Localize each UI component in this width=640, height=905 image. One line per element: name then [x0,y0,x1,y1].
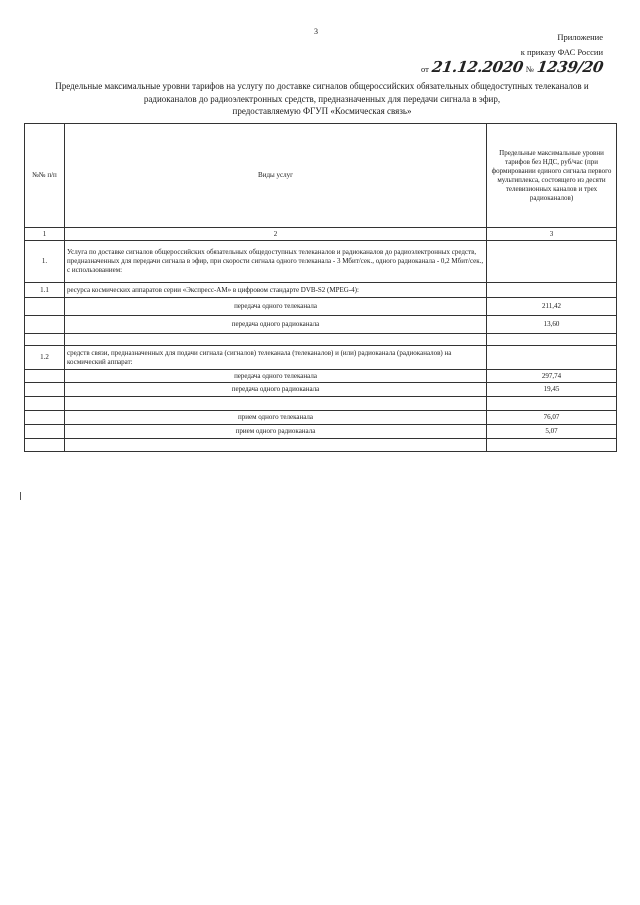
row-value [487,346,617,370]
table-row [25,383,617,397]
row-value: 297,74 [487,370,617,383]
row-number [25,411,65,425]
table-header-row [25,124,617,228]
row-service: передача одного радиоканала [65,316,487,334]
row-number [25,425,65,439]
row-service: Услуга по доставке сигналов общероссийских обязательных общедоступных телеканалов и радиоканалов до радиоэлектронных средств, предназначенных для передачи сигнала в эфир, при скорости сигнала одного телеканала - 3 Мбит/сек., одного радиоканала - 0,2 Мбит/сек., с использованием: [65,241,487,283]
column-number: 2 [65,228,487,241]
handwritten-date: 21.12.2020 [430,58,525,76]
table-row [25,425,617,439]
row-value [487,439,617,452]
row-value [487,397,617,411]
row-service: ресурса космических аппаратов серии «Экспресс-АМ» в цифровом стандарте DVB-S2 (MPEG-4): [65,283,487,298]
appendix-title: Приложение [557,32,603,42]
row-service [65,334,487,346]
row-service: прием одного радиоканала [65,425,487,439]
row-service [65,397,487,411]
header-num: №№ п/п [25,124,65,228]
row-value: 19,45 [487,383,617,397]
tariff-table [24,123,617,452]
appendix-order-line [421,60,603,77]
table-row [25,298,617,316]
title-line-2: радиоканалов до радиоэлектронных средств, предназначенных для передачи сигнала в эфир, [143,93,501,104]
row-number [25,383,65,397]
table-row [25,439,617,452]
row-service: средств связи, предназначенных для подачи сигнала (сигналов) телеканала (телеканалов) и (или) радиоканала (радиоканалов) на космический аппарат: [65,346,487,370]
row-service: передача одного телеканала [65,298,487,316]
table-row [25,370,617,383]
row-number [25,298,65,316]
row-value: 5,07 [487,425,617,439]
scan-mark [20,492,21,500]
row-value: 211,42 [487,298,617,316]
row-number: 1.2 [25,346,65,370]
row-number [25,334,65,346]
row-value: 76,07 [487,411,617,425]
table-row [25,283,617,298]
row-service: передача одного телеканала [65,370,487,383]
row-number: 1.1 [25,283,65,298]
appendix-block [421,30,603,77]
table-row [25,411,617,425]
column-number: 1 [25,228,65,241]
row-number [25,316,65,334]
table-row [25,241,617,283]
row-number [25,439,65,452]
table-row [25,334,617,346]
row-value [487,241,617,283]
title-line-1: Предельные максимальные уровни тарифов на услугу по доставке сигналов общероссийских обязательных общедоступных телеканалов и [55,81,589,91]
header-value: Предельные максимальные уровни тарифов без НДС, руб/час (при формировании единого сигнала первого мультиплекса, состоящего из десяти телевизионных каналов и трех радиоканалов) [487,124,617,228]
table-row [25,316,617,334]
header-service: Виды услуг [65,124,487,228]
table-row [25,346,617,370]
row-service: прием одного телеканала [65,411,487,425]
row-value: 13,60 [487,316,617,334]
row-value [487,334,617,346]
table-row [25,397,617,411]
row-number [25,397,65,411]
column-number-row [25,228,617,241]
row-service [65,439,487,452]
handwritten-number: 1239/20 [535,58,605,76]
date-prefix: от [421,64,429,74]
page-number: 3 [314,27,318,36]
row-number: 1. [25,241,65,283]
row-service: передача одного радиоканала [65,383,487,397]
title-line-3: предоставляемую ФГУП «Космическая связь» [232,106,412,116]
column-number: 3 [487,228,617,241]
number-prefix: № [525,64,534,74]
row-value [487,283,617,298]
row-number [25,370,65,383]
document-title [20,80,624,118]
appendix-order-ref: к приказу ФАС России [520,47,603,57]
